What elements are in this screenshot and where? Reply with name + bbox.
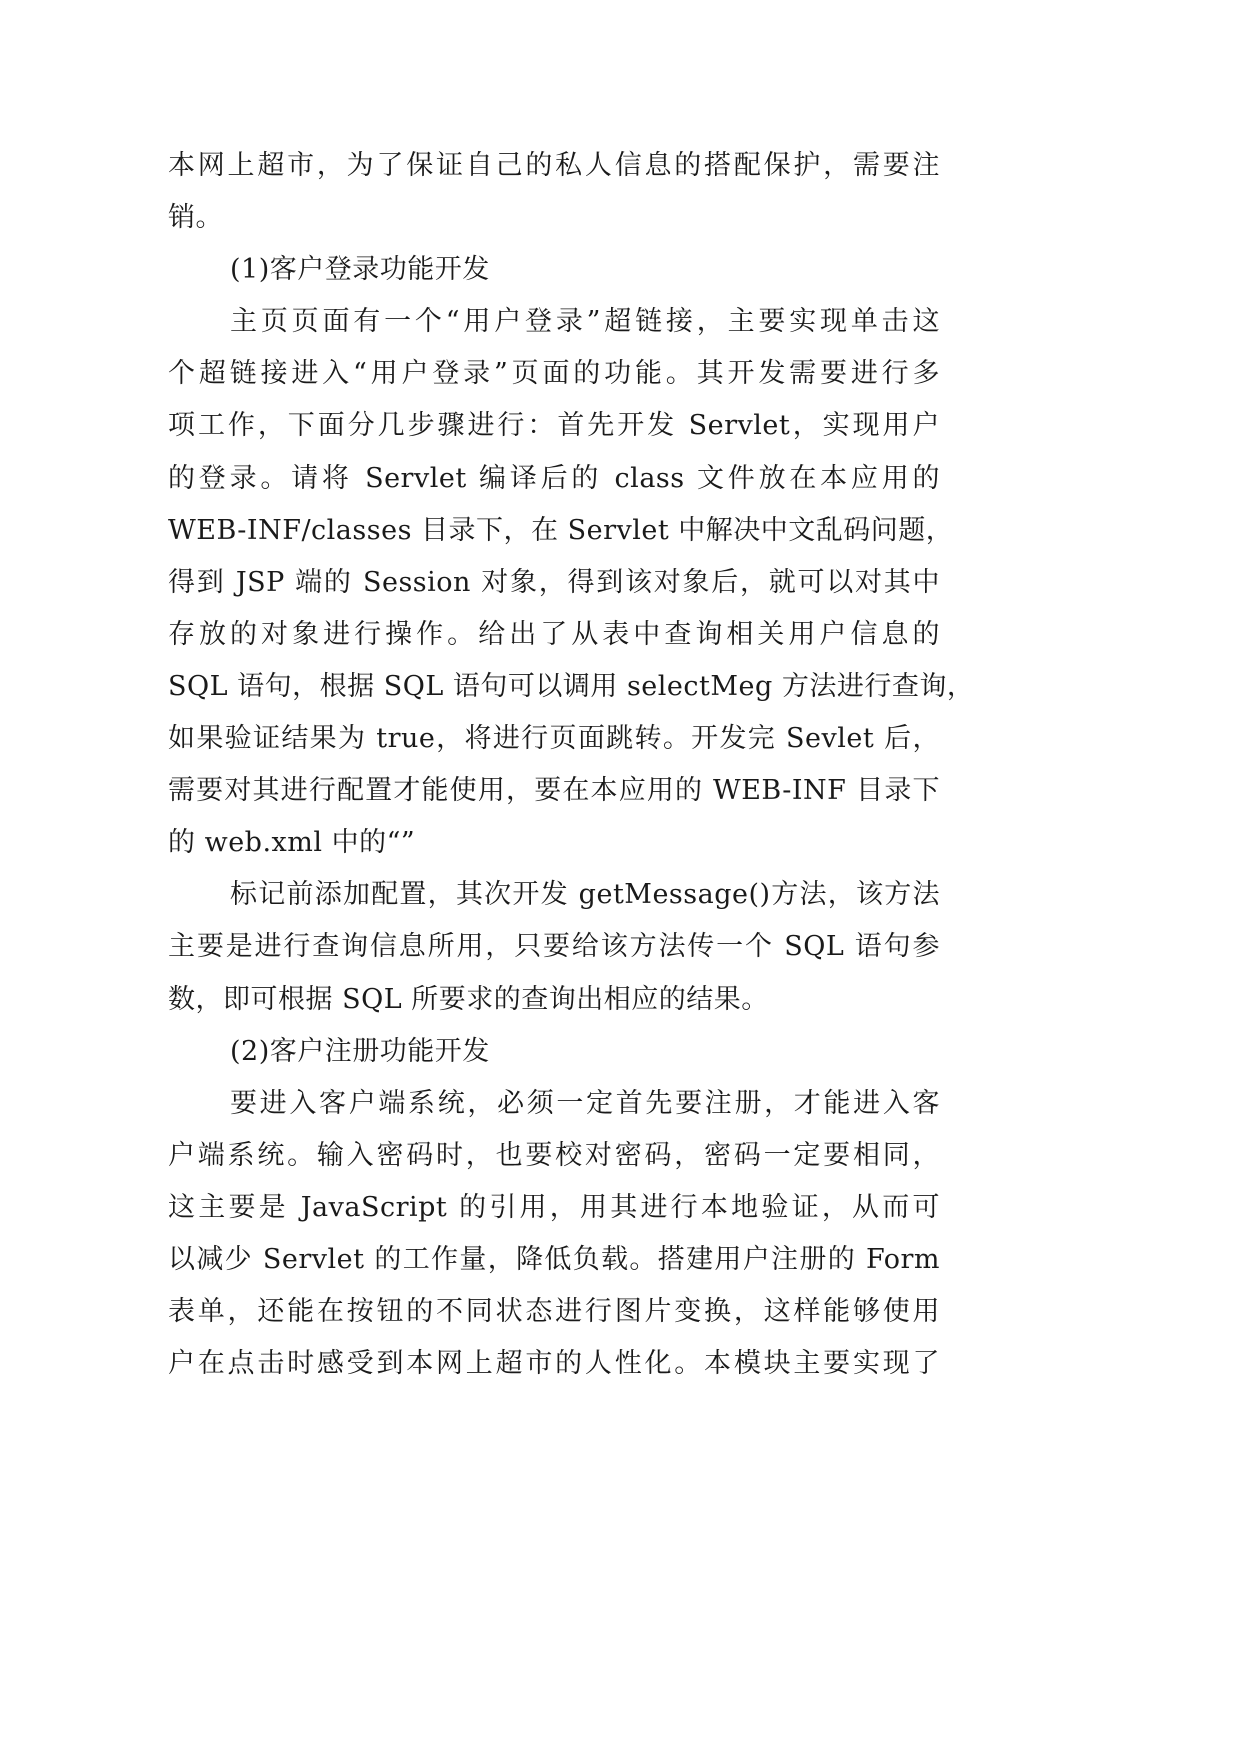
text-line: SQL 语句，根据 SQL 语句可以调用 selectMeg 方法进行查询，: [168, 670, 975, 702]
text-line: 的 web.xml 中的“”: [168, 827, 416, 859]
text-line: 户在点击时感受到本网上超市的人性化。本模块主要实现了: [168, 1348, 940, 1380]
text-line: 主页页面有一个“用户登录”超链接，主要实现单击这: [230, 306, 940, 338]
text-line: 主要是进行查询信息所用，只要给该方法传一个 SQL 语句参: [168, 931, 940, 963]
document-body: [168, 140, 975, 1390]
text-line: 得到 JSP 端的 Session 对象，得到该对象后，就可以对其中: [168, 566, 940, 598]
text-line: 销。: [168, 202, 223, 234]
text-line: WEB-INF/classes 目录下，在 Servlet 中解决中文乱码问题，: [168, 514, 954, 546]
text-line: 本网上超市，为了保证自己的私人信息的搭配保护，需要注: [168, 150, 940, 181]
section-heading: (1)客户登录功能开发: [230, 254, 490, 286]
text-line: 存放的对象进行操作。给出了从表中查询相关用户信息的: [168, 618, 940, 650]
text-line: 户端系统。输入密码时，也要校对密码，密码一定要相同，: [168, 1139, 940, 1171]
text-line: 要进入客户端系统，必须一定首先要注册，才能进入客: [230, 1087, 940, 1119]
text-line: 个超链接进入“用户登录”页面的功能。其开发需要进行多: [168, 358, 940, 390]
text-line: 以减少 Servlet 的工作量，降低负载。搭建用户注册的 Form: [168, 1243, 940, 1275]
text-line: 表单，还能在按钮的不同状态进行图片变换，这样能够使用: [168, 1296, 940, 1328]
text-line: 如果验证结果为 true，将进行页面跳转。开发完 Sevlet 后，: [168, 723, 940, 755]
text-line: 标记前添加配置，其次开发 getMessage()方法，该方法: [230, 879, 940, 911]
text-line: 项工作，下面分几步骤进行：首先开发 Servlet，实现用户: [168, 410, 940, 442]
text-line: 数，即可根据 SQL 所要求的查询出相应的结果。: [168, 983, 769, 1015]
text-line: 这主要是 JavaScript 的引用，用其进行本地验证，从而可: [168, 1191, 940, 1223]
section-heading: (2)客户注册功能开发: [230, 1035, 490, 1067]
text-line: 需要对其进行配置才能使用，要在本应用的 WEB-INF 目录下: [168, 775, 940, 807]
text-line: 的登录。请将 Servlet 编译后的 class 文件放在本应用的: [168, 462, 940, 494]
